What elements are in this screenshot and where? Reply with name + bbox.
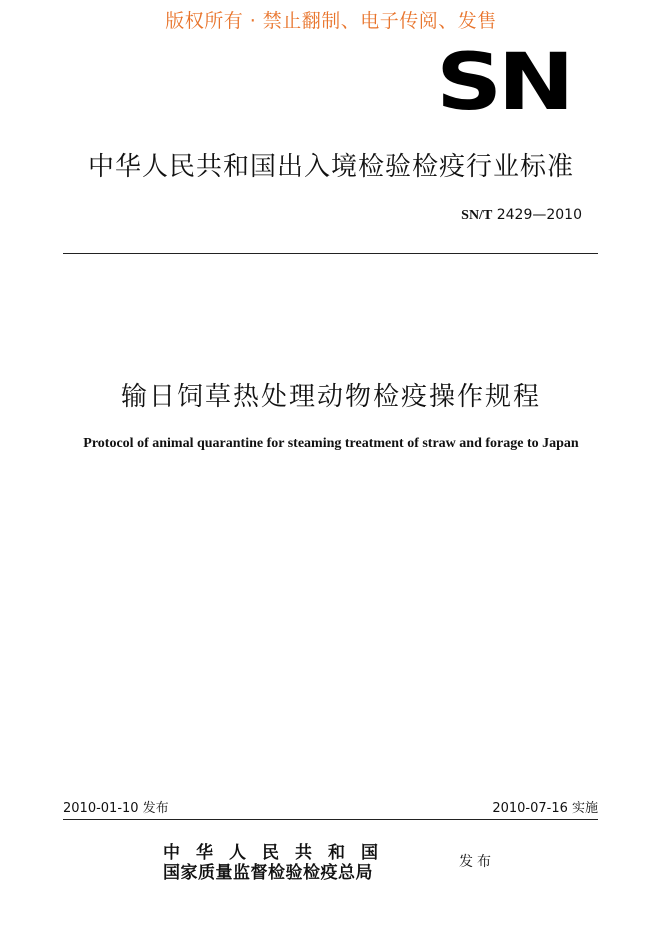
bottom-divider bbox=[63, 819, 598, 820]
document-title-cn: 输日饲草热处理动物检疫操作规程 bbox=[120, 382, 541, 412]
copyright-notice: 版权所有 · 禁止翻制、电子传阅、发售 bbox=[165, 10, 497, 32]
implement-date: 2010-07-16 实施 bbox=[492, 801, 598, 816]
industry-standard-heading: 中华人民共和国出入境检验检疫行业标准 bbox=[87, 152, 574, 182]
issuer-line-1: 中华人民共和国 bbox=[163, 843, 394, 863]
standard-number-value: 2429—2010 bbox=[496, 207, 582, 223]
top-divider bbox=[63, 253, 598, 254]
standard-number-prefix: SN/T bbox=[461, 208, 493, 223]
standard-number bbox=[461, 207, 582, 224]
issuer-block bbox=[163, 843, 443, 883]
issue-date: 2010-01-10 发布 bbox=[63, 801, 169, 816]
issuer-line-2: 国家质量监督检验检疫总局 bbox=[163, 863, 373, 883]
publish-label: 发布 bbox=[459, 854, 495, 870]
document-title-en: Protocol of animal quarantine for steaming treatment of straw and forage to Japan bbox=[83, 436, 579, 451]
sn-logo: SN bbox=[436, 38, 570, 128]
